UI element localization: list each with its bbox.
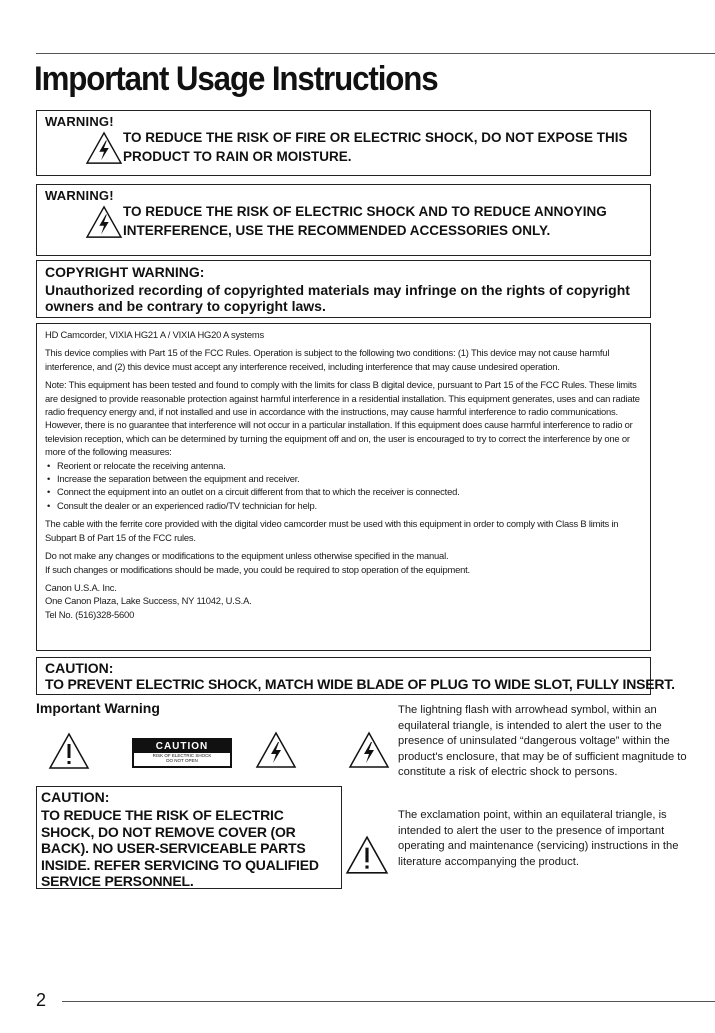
exclamation-symbol-explanation: The exclamation point, within an equilateral triangle, is intended to alert the user to the presence of important operating and maintenance (servicing) instructions in the literature accompanying the product. <box>398 809 679 868</box>
fcc-paragraph: The cable with the ferrite core provided with the digital video camcorder must be used with this equipment in order to comply with Class B limits in Subpart B of Part 15 of the FCC rules. <box>45 518 619 543</box>
list-item: • Reorient or relocate the receiving antenna. <box>57 459 644 472</box>
list-item: • Consult the dealer or an experienced radio/TV technician for help. <box>57 499 644 512</box>
caution-text: TO REDUCE THE RISK OF ELECTRIC SHOCK, DO NOT REMOVE COVER (OR BACK). NO USER-SERVICEABLE PARTS INSIDE. REFER SERVICING TO QUALIFIED SERVICE PERSONNEL. <box>41 807 319 889</box>
fcc-paragraph: If such changes or modifications should be made, you could be required to stop operation of the equipment. <box>45 563 470 575</box>
exclamation-warning-icon <box>345 835 389 875</box>
caution-graphic-title: CAUTION <box>134 740 230 753</box>
company-telephone: Tel No. (516)328-5600 <box>45 608 135 620</box>
caution-graphic-line: DO NOT OPEN <box>166 758 198 763</box>
list-item: • Increase the separation between the equipment and receiver. <box>57 472 644 485</box>
caution-label-graphic <box>132 738 232 768</box>
fcc-notice <box>45 328 644 621</box>
list-item: • Connect the equipment into an outlet on a circuit different from that to which the receiver is connected. <box>57 485 644 498</box>
fcc-paragraph: Do not make any changes or modifications to the equipment unless otherwise specified in the manual. <box>45 550 449 562</box>
caution-cover-box <box>36 786 342 889</box>
lightning-warning-icon <box>255 731 297 769</box>
page-number: 2 <box>36 990 47 1010</box>
important-warning-title: Important Warning <box>36 700 160 716</box>
fcc-paragraph: Note: This equipment has been tested and found to comply with the limits for class B digital device, pursuant to Part 15 of the FCC Rules. These limits are designed to provide reasonable protection against harmful interference in a residential installation. This equipment generates, uses and can radiate radio frequency energy and, if not installed and use in accordance with the instructions, may cause harmful interference to radio communications. However, there is no guarantee that interference will not occur in a particular installation. If this equipment does cause harmful interference to radio or television reception, which can be determined by turning the equipment off and on, the user is encouraged to try to correct the interference by one or more of the following measures: <box>45 379 640 458</box>
caution-plug-box <box>36 657 675 695</box>
lightning-symbol-explanation: The lightning flash with arrowhead symbol, within an equilateral triangle, is intended to alert the user to the presence of uninsulated “dangerous voltage” within the product's enclosure, that may be of sufficient magnitude to constitute a risk of electric shock to persons. <box>398 704 687 778</box>
company-name: Canon U.S.A. Inc. <box>45 581 117 593</box>
page-title: Important Usage Instructions <box>34 60 438 98</box>
copyright-label: COPYRIGHT WARNING: <box>45 264 205 280</box>
fcc-model: HD Camcorder, VIXIA HG21 A / VIXIA HG20 A systems <box>45 329 264 340</box>
warning-box-fire <box>36 110 651 176</box>
fcc-notice-box <box>36 323 651 651</box>
lightning-warning-icon <box>85 131 123 165</box>
warning-label: WARNING! <box>45 188 114 203</box>
copyright-text: Unauthorized recording of copyrighted materials may infringe on the rights of copyright owners and be contrary to copyright laws. <box>45 282 630 314</box>
lightning-warning-icon <box>85 205 123 239</box>
caution-label: CAUTION: <box>41 789 110 805</box>
fcc-measures-list <box>45 459 644 513</box>
warning-box-interference <box>36 184 651 256</box>
caution-text: TO PREVENT ELECTRIC SHOCK, MATCH WIDE BLADE OF PLUG TO WIDE SLOT, FULLY INSERT. <box>45 676 675 692</box>
warning-text: TO REDUCE THE RISK OF FIRE OR ELECTRIC SHOCK, DO NOT EXPOSE THIS PRODUCT TO RAIN OR MOISTURE. <box>123 130 628 164</box>
copyright-warning-box <box>36 260 651 318</box>
caution-label: CAUTION: <box>45 660 114 676</box>
top-rule <box>36 53 715 54</box>
company-address: One Canon Plaza, Lake Success, NY 11042, U.S.A. <box>45 595 252 607</box>
bottom-rule <box>62 1001 715 1002</box>
exclamation-warning-icon <box>48 732 90 770</box>
caution-graphic-line: RISK OF ELECTRIC SHOCK <box>152 753 212 758</box>
fcc-paragraph: This device complies with Part 15 of the FCC Rules. Operation is subject to the following two conditions: (1) This device may not cause harmful interference, and (2) this device must accept any interference received, including interference that may cause undesired operation. <box>45 347 610 372</box>
warning-label: WARNING! <box>45 114 114 129</box>
warning-text: TO REDUCE THE RISK OF ELECTRIC SHOCK AND TO REDUCE ANNOYING INTERFERENCE, USE THE RECOMMENDED ACCESSORIES ONLY. <box>123 204 607 238</box>
lightning-warning-icon <box>348 731 390 769</box>
